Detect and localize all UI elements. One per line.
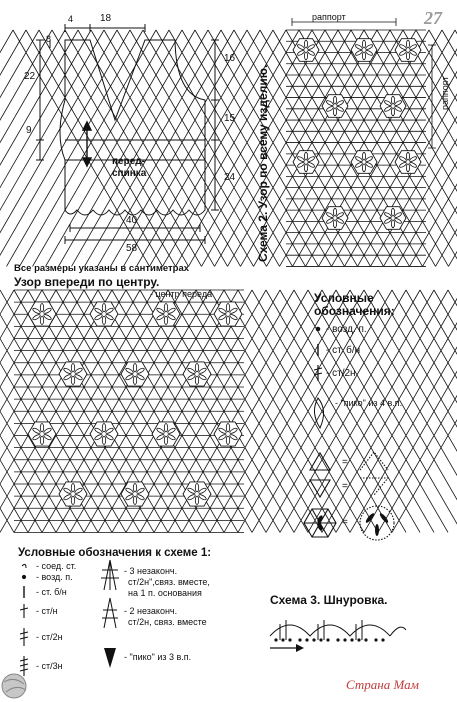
dim-bust-width: 40 bbox=[126, 216, 137, 226]
legend-right-title-2: обозначения: bbox=[314, 305, 395, 318]
legend-bottom-slst: - соед. ст. bbox=[36, 561, 76, 571]
scheme2-title: Схема 2. Узор по всему изделию. bbox=[256, 65, 270, 262]
piece-label-2: спинка bbox=[112, 168, 146, 179]
piece-label-1: перед- bbox=[112, 156, 145, 167]
rapport-top: раппорт bbox=[312, 12, 346, 22]
size-note: Все размеры указаны в сантиметрах bbox=[14, 263, 189, 274]
legend-cluster3-l1: - 3 незаконч. bbox=[124, 566, 177, 576]
center-front-label: - центр переда bbox=[150, 289, 212, 299]
dim-hem-width: 58 bbox=[126, 244, 137, 254]
legend-right-ch: - возд. п. bbox=[326, 324, 367, 335]
legend-bottom-dtr: - ст/3н bbox=[36, 661, 63, 671]
equals-2: = bbox=[342, 481, 348, 492]
dim-midband: 15 bbox=[224, 114, 235, 124]
legend-bottom-dc: - ст/н bbox=[36, 606, 58, 616]
dim-upper-height: 22 bbox=[24, 72, 35, 82]
legend-cluster3-l3: на 1 п. основания bbox=[128, 588, 202, 598]
scheme3-title: Схема 3. Шнуровка. bbox=[270, 594, 388, 607]
legend-right-dtr: - ст/2н bbox=[326, 368, 356, 379]
legend-cluster2-l1: - 2 незаконч. bbox=[124, 606, 177, 616]
legend-bottom-title: Условные обозначения к схеме 1: bbox=[18, 547, 211, 560]
dim-shoulder: 4 bbox=[68, 14, 73, 24]
legend-bottom-tr: - ст/2н bbox=[36, 632, 63, 642]
page-number: 27 bbox=[424, 8, 442, 29]
legend-picot3: - "пико" из 3 в.п. bbox=[124, 652, 191, 662]
dim-lower-left: 9 bbox=[26, 126, 32, 136]
legend-cluster2-l2: ст/2н, связ. вместе bbox=[128, 617, 207, 627]
legend-right-title-1: Условные bbox=[314, 292, 374, 305]
dim-neck-drop: 8 bbox=[46, 34, 51, 44]
yarn-ball-icon bbox=[0, 662, 40, 702]
rapport-side: раппорт bbox=[440, 76, 450, 110]
watermark: Страна Мам bbox=[346, 677, 419, 693]
dim-neck-width: 18 bbox=[100, 14, 111, 24]
scheme1-title: Узор впереди по центру. bbox=[14, 276, 159, 289]
legend-right-sc: - ст. б/н bbox=[326, 345, 360, 356]
legend-bottom-ch: - возд. п. bbox=[36, 572, 73, 582]
dim-side-height: 24 bbox=[224, 173, 235, 183]
legend-bottom-sc: - ст. б/н bbox=[36, 587, 67, 597]
legend-right-picot: - "пико" из 4 в.п. bbox=[335, 398, 402, 408]
equals-3: = bbox=[342, 517, 348, 528]
legend-cluster3-l2: ст/2н",связ. вместе, bbox=[128, 577, 210, 587]
dim-armhole: 16 bbox=[224, 54, 235, 64]
equals-1: = bbox=[342, 457, 348, 468]
